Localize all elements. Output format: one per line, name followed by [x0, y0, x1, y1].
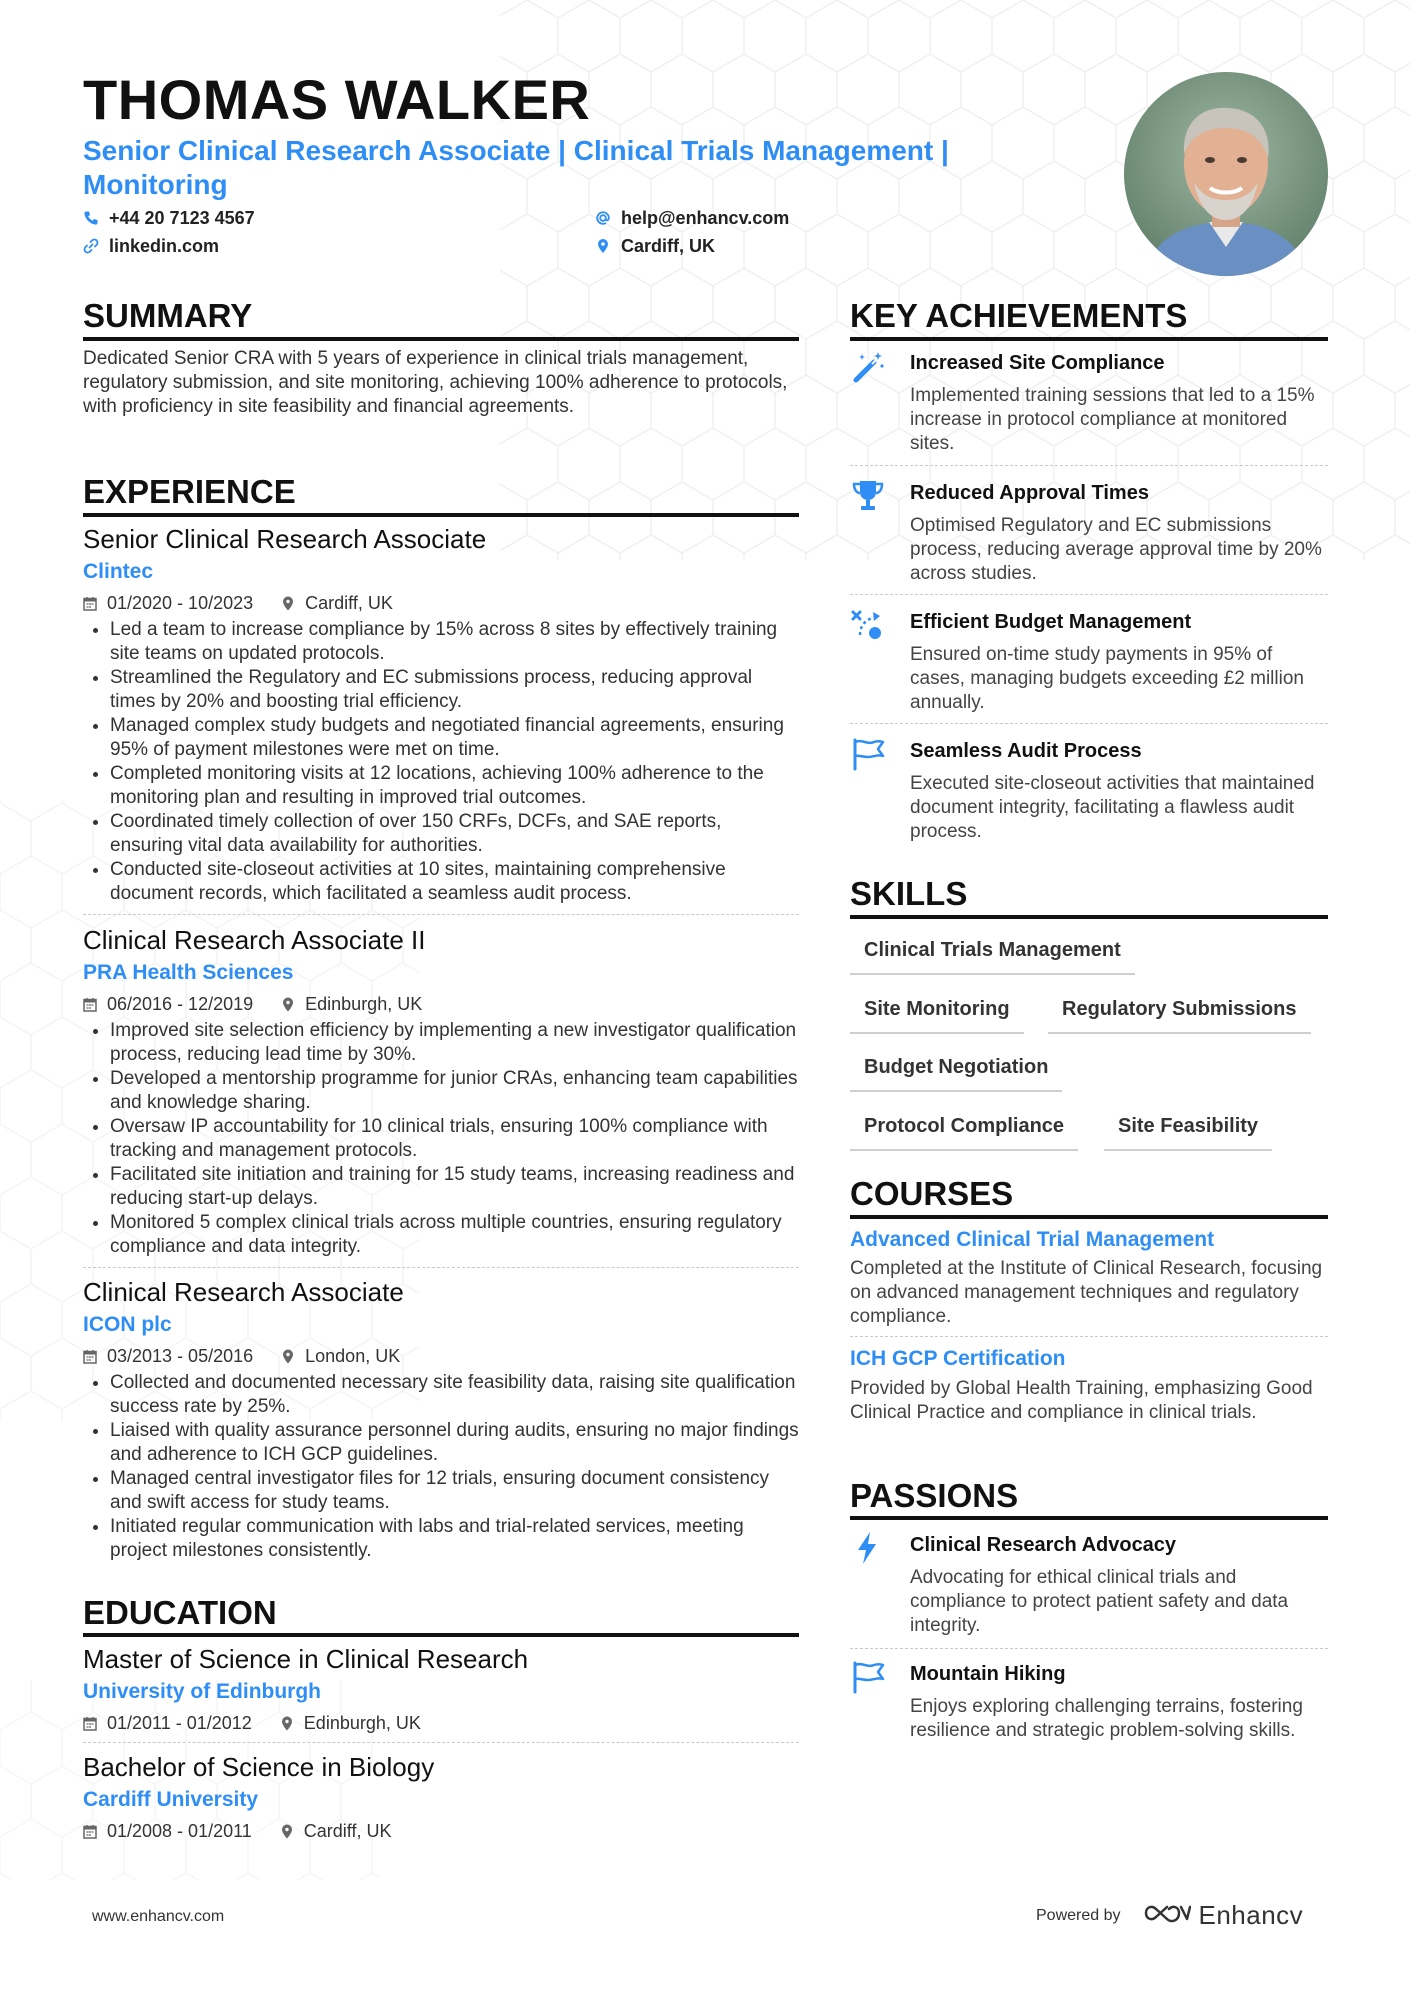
experience-item	[83, 1276, 799, 1563]
lightning-icon	[850, 1530, 886, 1566]
education-meta: 01/2011 - 01/2012 Edinburgh, UK	[83, 1711, 799, 1735]
achievement-separator	[850, 723, 1328, 724]
contact-info	[83, 206, 843, 258]
calendar-icon	[83, 1349, 97, 1364]
contact-phone[interactable]: +44 20 7123 4567	[83, 206, 595, 230]
strategy-icon	[850, 607, 886, 643]
summary-divider	[83, 337, 799, 341]
summary-text: Dedicated Senior CRA with 5 years of experience in clinical trials management, regulatory submission, and site monitoring, achieving 100% adherence to protocols, with proficiency in site feasibility and financial agreements.	[83, 348, 788, 417]
location-pin-icon	[281, 596, 295, 611]
passion-title: Mountain Hiking	[910, 1663, 1066, 1685]
achievements-divider	[850, 337, 1328, 341]
school-name[interactable]: Cardiff University	[83, 1788, 259, 1811]
job-title: Clinical Research Associate	[83, 1277, 404, 1307]
experience-separator	[83, 914, 799, 915]
at-sign-icon	[595, 210, 611, 226]
list-item: • Collected and documented necessary site feasibility data, raising site qualification success rate by 25%.	[110, 1371, 799, 1419]
passions-title: PASSIONS	[850, 1477, 1019, 1514]
location-pin-icon	[595, 238, 611, 254]
degree-title: Master of Science in Clinical Research	[83, 1644, 529, 1674]
list-item: • Developed a mentorship programme for junior CRAs, enhancing team capabilities and knowledge sharing.	[110, 1067, 799, 1115]
job-bullets	[83, 618, 799, 906]
list-item: • Oversaw IP accountability for 10 clinical trials, ensuring 100% compliance with tracking and management protocols.	[110, 1115, 799, 1163]
achievement-separator	[850, 594, 1328, 595]
experience-separator	[83, 1267, 799, 1268]
calendar-icon	[83, 596, 97, 611]
company-name[interactable]: PRA Health Sciences	[83, 961, 294, 984]
education-divider	[83, 1633, 799, 1637]
achievement-text: Ensured on-time study payments in 95% of cases, managing budgets exceeding £2 million annually.	[910, 644, 1304, 713]
job-meta: 06/2016 - 12/2019 Edinburgh, UK	[83, 992, 799, 1016]
education-title: EDUCATION	[83, 1594, 277, 1631]
course-text: Provided by Global Health Training, emphasizing Good Clinical Practice and compliance in clinical trials.	[850, 1378, 1313, 1423]
company-name[interactable]: ICON plc	[83, 1313, 172, 1336]
location-pin-icon	[280, 1824, 294, 1839]
passion-text: Advocating for ethical clinical trials and compliance to protect patient safety and data integrity.	[910, 1567, 1289, 1636]
skill-tag: Clinical Trials Management	[850, 937, 1135, 975]
candidate-headline: Senior Clinical Research Associate | Clinical Trials Management | Monitoring	[83, 135, 949, 200]
calendar-icon	[83, 997, 97, 1012]
skill-tag: Site Feasibility	[1104, 1113, 1272, 1151]
location-pin-icon	[281, 997, 295, 1012]
list-item: • Initiated regular communication with labs and trial-related services, meeting project milestones consistently.	[110, 1515, 799, 1563]
list-item: • Conducted site-closeout activities at 10 sites, maintaining comprehensive document records, which facilitated a seamless audit process.	[110, 858, 799, 906]
list-item: • Managed central investigator files for 12 trials, ensuring document consistency and swift access for study teams.	[110, 1467, 799, 1515]
job-meta: 01/2020 - 10/2023 Cardiff, UK	[83, 591, 799, 615]
skills-title: SKILLS	[850, 875, 968, 912]
job-title: Senior Clinical Research Associate	[83, 524, 487, 554]
list-item: • Led a team to increase compliance by 15% across 8 sites by effectively training site teams on updated protocols.	[110, 618, 799, 666]
school-name[interactable]: University of Edinburgh	[83, 1680, 322, 1703]
calendar-icon	[83, 1716, 97, 1731]
experience-item	[83, 523, 799, 906]
achievement-text: Optimised Regulatory and EC submissions process, reducing average approval time by 20% across studies.	[910, 515, 1322, 584]
skill-tag: Site Monitoring	[850, 996, 1024, 1034]
achievement-title: Efficient Budget Management	[910, 611, 1192, 633]
education-meta: 01/2008 - 01/2011 Cardiff, UK	[83, 1819, 799, 1843]
contact-email[interactable]: help@enhancv.com	[595, 206, 843, 230]
powered-by-label: Powered by	[1036, 1906, 1121, 1924]
list-item: • Facilitated site initiation and training for 15 study teams, increasing readiness and reducing start-up delays.	[110, 1163, 799, 1211]
achievement-text: Executed site-closeout activities that maintained document integrity, facilitating a flawless audit process.	[910, 773, 1315, 842]
job-bullets	[83, 1019, 799, 1259]
course-text: Completed at the Institute of Clinical Research, focusing on advanced management techniques and regulatory compliance.	[850, 1258, 1323, 1327]
list-item: • Coordinated timely collection of over 150 CRFs, DCFs, and SAE reports, ensuring vital data availability for authorities.	[110, 810, 799, 858]
education-separator	[83, 1742, 799, 1743]
skill-tag: Budget Negotiation	[850, 1054, 1062, 1092]
education-item	[83, 1751, 799, 1843]
list-item: • Streamlined the Regulatory and EC submissions process, reducing approval times by 20% and boosting trial efficiency.	[110, 666, 799, 714]
enhancv-brand-name[interactable]: Enhancv	[1198, 1900, 1304, 1930]
achievement-title: Reduced Approval Times	[910, 482, 1149, 504]
flag-icon	[850, 1659, 886, 1695]
passion-separator	[850, 1648, 1328, 1649]
list-item: • Monitored 5 complex clinical trials across multiple countries, ensuring regulatory compliance and data integrity.	[110, 1211, 799, 1259]
candidate-name: THOMAS WALKER	[83, 68, 591, 131]
summary-title: SUMMARY	[83, 297, 253, 334]
degree-title: Bachelor of Science in Biology	[83, 1752, 435, 1782]
list-item: • Managed complex study budgets and negotiated financial agreements, ensuring 95% of payment milestones were met on time.	[110, 714, 799, 762]
skill-tag: Regulatory Submissions	[1048, 996, 1311, 1034]
trophy-icon	[850, 478, 886, 514]
courses-divider	[850, 1215, 1328, 1219]
enhancv-logo-icon	[1143, 1901, 1191, 1930]
courses-title: COURSES	[850, 1175, 1014, 1212]
location-pin-icon	[281, 1349, 295, 1364]
skill-tag: Protocol Compliance	[850, 1113, 1078, 1151]
list-item: • Liaised with quality assurance personnel during audits, ensuring no major findings and adherence to ICH GCP guidelines.	[110, 1419, 799, 1467]
achievement-title: Seamless Audit Process	[910, 740, 1142, 762]
experience-divider	[83, 513, 799, 517]
course-separator	[850, 1336, 1328, 1337]
education-item	[83, 1643, 799, 1735]
passions-divider	[850, 1516, 1328, 1520]
flag-icon	[850, 736, 886, 772]
contact-location: Cardiff, UK	[595, 234, 843, 258]
achievement-separator	[850, 465, 1328, 466]
footer-website-link[interactable]: www.enhancv.com	[92, 1908, 225, 1925]
experience-title: EXPERIENCE	[83, 473, 296, 510]
achievements-title: KEY ACHIEVEMENTS	[850, 297, 1188, 334]
job-bullets	[83, 1371, 799, 1563]
achievement-text: Implemented training sessions that led to a 15% increase in protocol compliance at monitored sites.	[910, 385, 1315, 454]
location-pin-icon	[280, 1716, 294, 1731]
magic-wand-icon	[850, 348, 886, 384]
phone-icon	[83, 210, 99, 226]
experience-item	[83, 924, 799, 1259]
company-name[interactable]: Clintec	[83, 560, 154, 583]
passion-title: Clinical Research Advocacy	[910, 1534, 1177, 1556]
link-icon	[83, 238, 99, 254]
skills-divider	[850, 915, 1328, 919]
job-title: Clinical Research Associate II	[83, 925, 426, 955]
footer-branding	[1036, 1900, 1303, 1931]
course-title[interactable]: Advanced Clinical Trial Management	[850, 1228, 1215, 1251]
passion-text: Enjoys exploring challenging terrains, fostering resilience and strategic problem-solving skills.	[910, 1696, 1303, 1741]
list-item: • Improved site selection efficiency by implementing a new investigator qualification process, reducing lead time by 30%.	[110, 1019, 799, 1067]
contact-linkedin[interactable]: linkedin.com	[83, 234, 595, 258]
achievement-title: Increased Site Compliance	[910, 352, 1165, 374]
calendar-icon	[83, 1824, 97, 1839]
course-title[interactable]: ICH GCP Certification	[850, 1347, 1066, 1370]
profile-photo	[1124, 72, 1328, 276]
list-item: • Completed monitoring visits at 12 locations, achieving 100% adherence to the monitoring plan and resulting in improved trial outcomes.	[110, 762, 799, 810]
job-meta: 03/2013 - 05/2016 London, UK	[83, 1344, 799, 1368]
